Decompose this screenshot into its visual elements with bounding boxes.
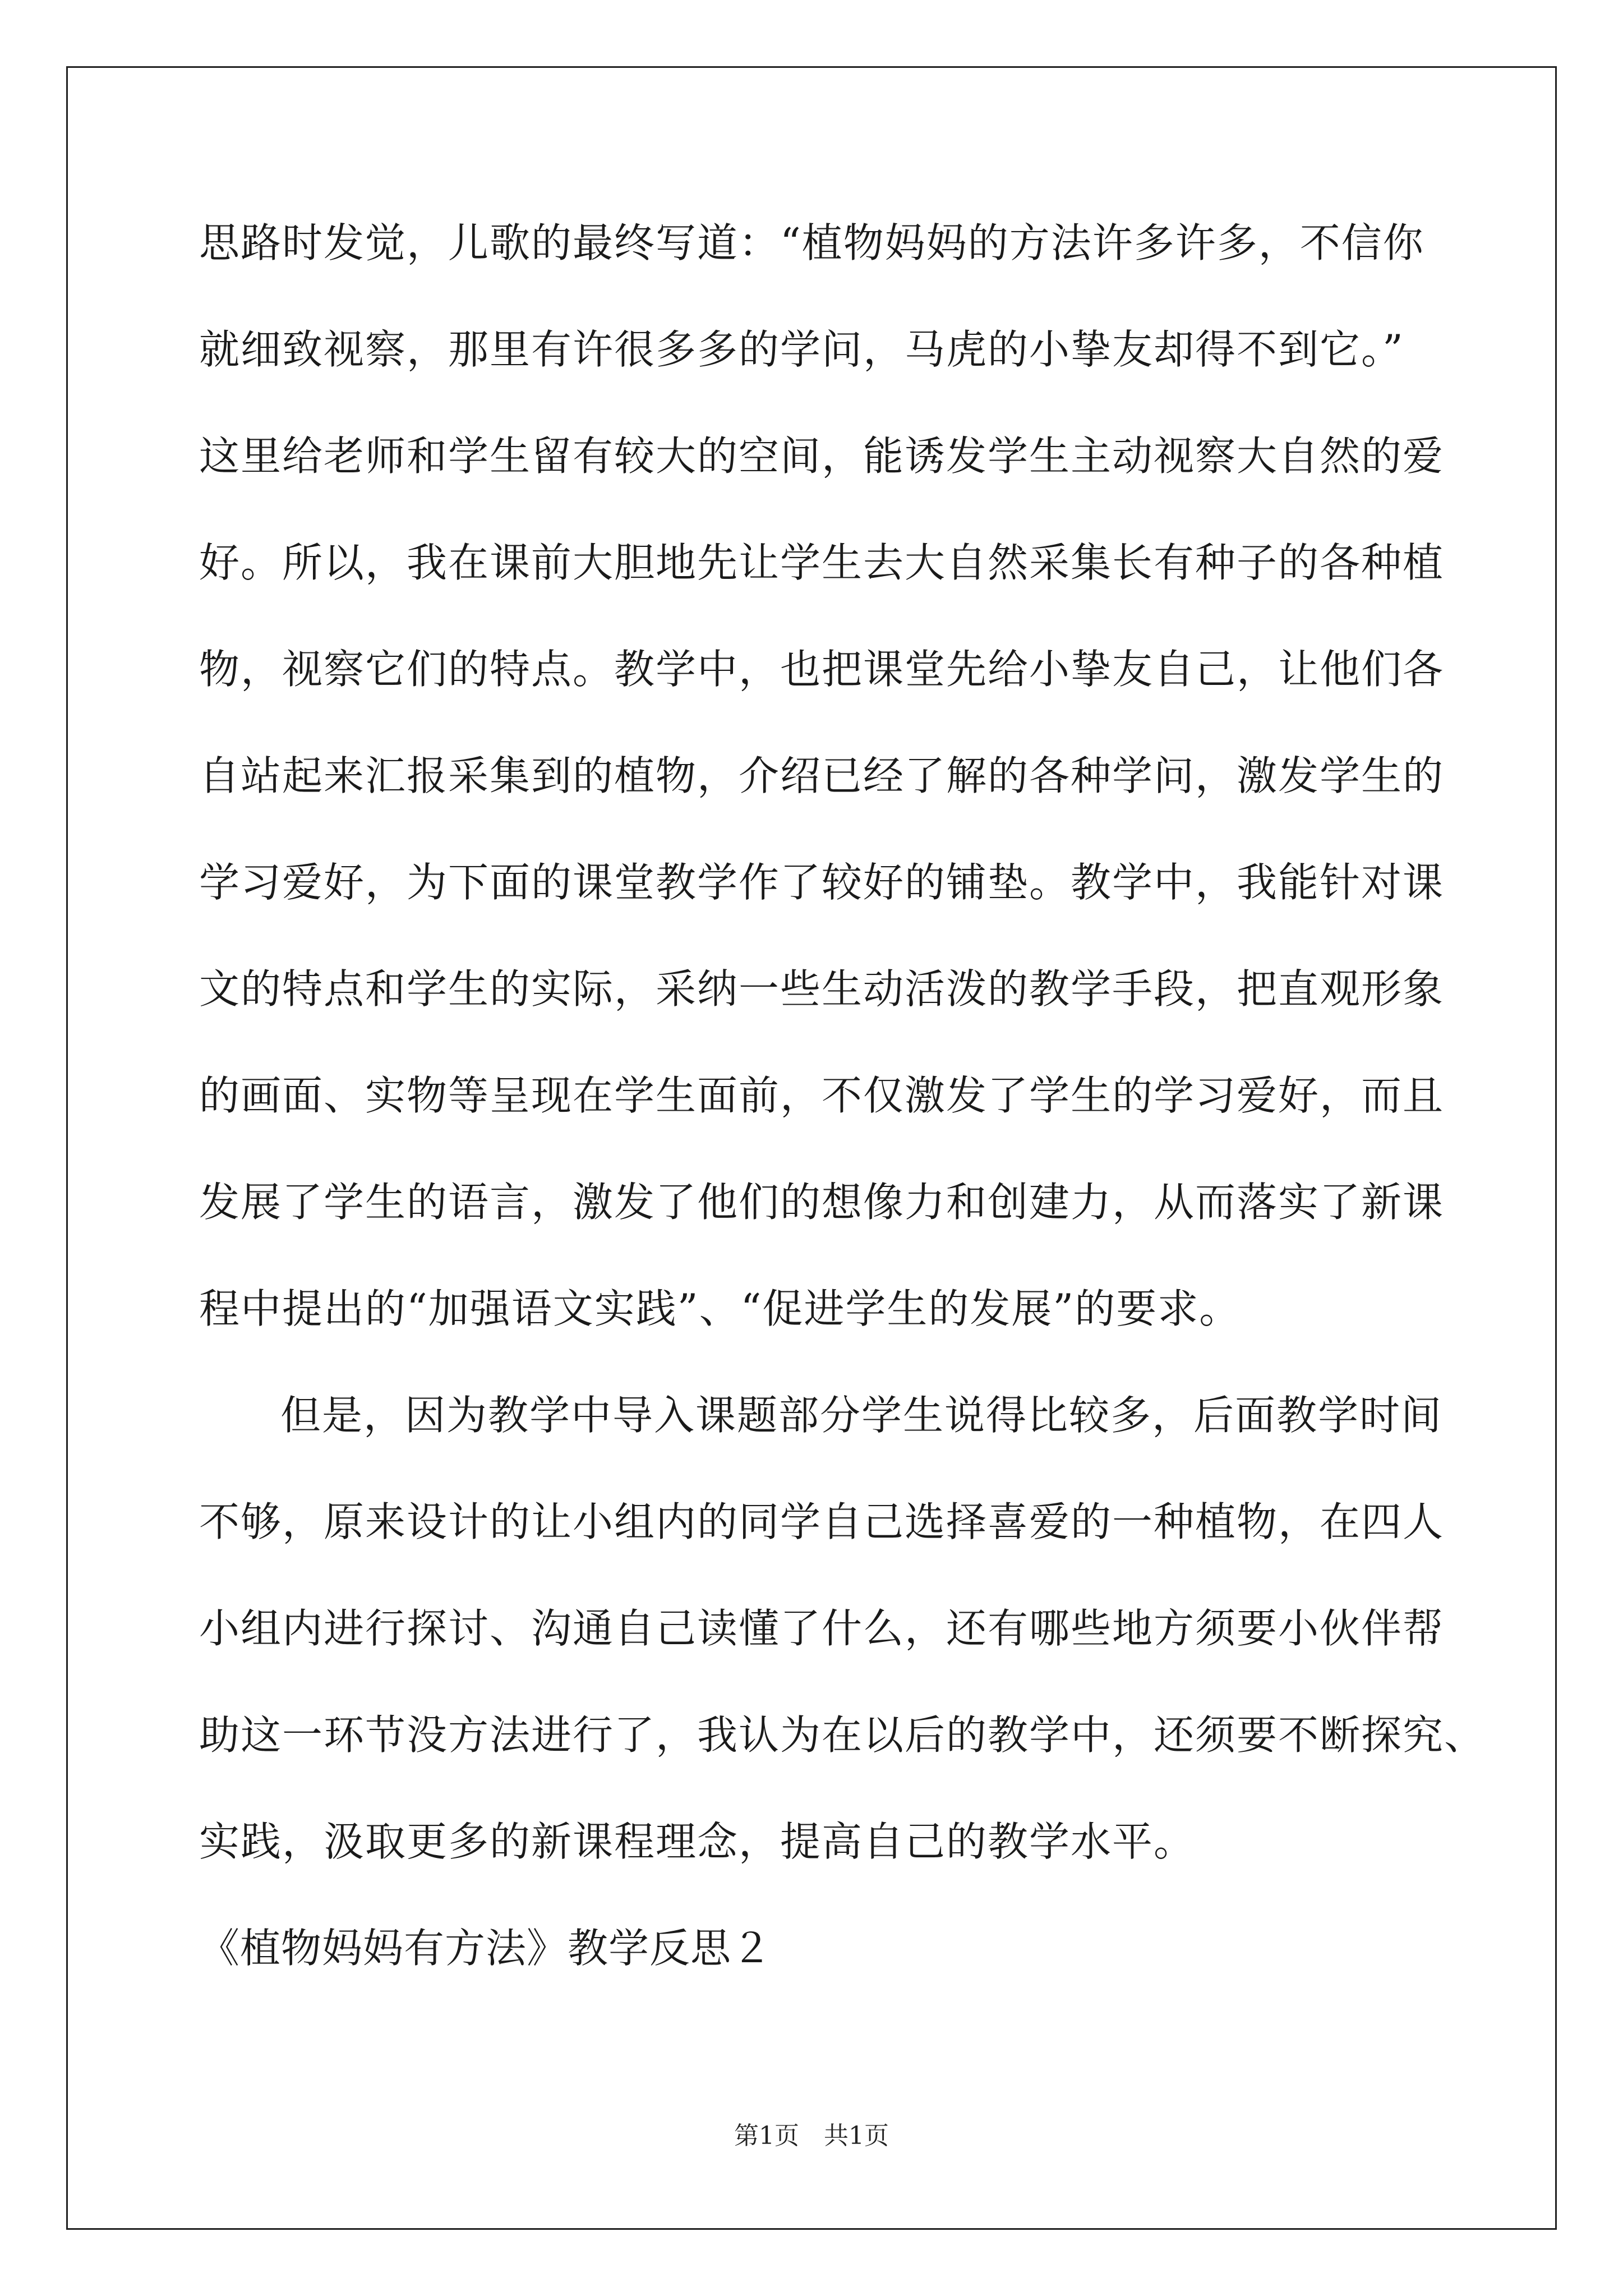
paragraph-line-3: 这里给老师和学生留有较大的空间，能诱发学生主动视察大自然的爱 — [199, 432, 1445, 480]
paragraph-line-8: 文的特点和学生的实际，采纳一些生动活泼的教学手段，把直观形象 — [199, 965, 1445, 1013]
paragraph-line-7: 学习爱好，为下面的课堂教学作了较好的铺垫。教学中，我能针对课 — [199, 859, 1445, 906]
paragraph-line-9: 的画面、实物等呈现在学生面前，不仅激发了学生的学习爱好，而且 — [199, 1072, 1445, 1119]
paragraph-line-16: 实践，汲取更多的新课程理念，提高自己的教学水平。 — [199, 1818, 1196, 1865]
paragraph-line-4: 好。所以，我在课前大胆地先让学生去大自然采集长有种子的各种植 — [199, 539, 1445, 586]
page-footer: 第1页 共1页 — [734, 2122, 889, 2150]
paragraph-line-14: 小组内进行探讨、沟通自己读懂了什么，还有哪些地方须要小伙伴帮 — [199, 1605, 1445, 1652]
paragraph-line-15: 助这一环节没方法进行了，我认为在以后的教学中，还须要不断探究、 — [199, 1711, 1486, 1759]
page-border — [66, 66, 1557, 2230]
paragraph-line-6: 自站起来汇报采集到的植物，介绍已经了解的各种学问，激发学生的 — [199, 752, 1445, 799]
paragraph-line-11: 程中提出的“加强语文实践”、“促进学生的发展”的要求。 — [199, 1285, 1241, 1332]
paragraph-line-5: 物，视察它们的特点。教学中，也把课堂先给小挚友自己，让他们各 — [199, 646, 1445, 693]
section-heading: 《植物妈妈有方法》教学反思２ — [199, 1925, 773, 1972]
paragraph-line-10: 发展了学生的语言，激发了他们的想像力和创建力，从而落实了新课 — [199, 1179, 1445, 1226]
paragraph-line-1: 思路时发觉，儿歌的最终写道：“植物妈妈的方法许多许多，不信你 — [199, 219, 1424, 266]
paragraph-line-13: 不够，原来设计的让小组内的同学自己选择喜爱的一种植物，在四人 — [199, 1498, 1445, 1545]
paragraph-line-2: 就细致视察，那里有许很多多的学问，马虎的小挚友却得不到它。” — [199, 326, 1404, 373]
paragraph-line-12: 但是，因为教学中导入课题部分学生说得比较多，后面教学时间 — [280, 1392, 1443, 1439]
